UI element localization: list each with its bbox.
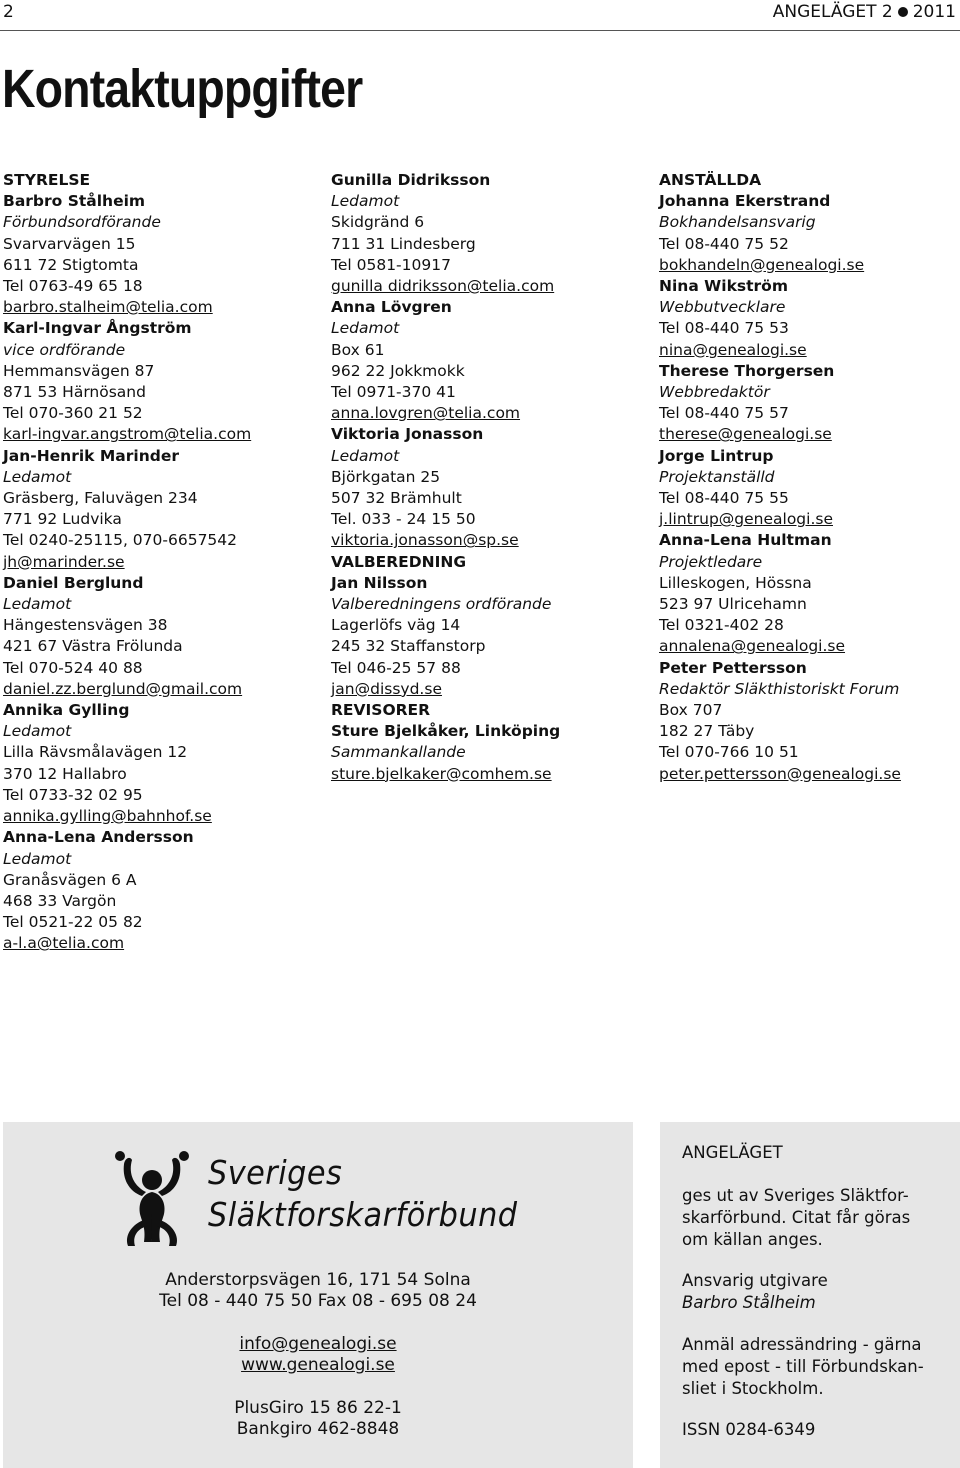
contact-role: Sammankallande bbox=[331, 743, 466, 762]
contact-name: Therese Thorgersen bbox=[659, 361, 835, 380]
contact-email-link[interactable]: annalena@genealogi.se bbox=[659, 637, 846, 656]
organization-logo-text bbox=[208, 1152, 544, 1236]
section-heading: ANSTÄLLDA bbox=[659, 171, 762, 189]
running-header bbox=[773, 2, 956, 22]
contact-detail: Box 61 bbox=[331, 340, 385, 359]
contact-detail: Tel. 033 - 24 15 50 bbox=[331, 510, 476, 529]
colophon-heading: ANGELÄGET bbox=[682, 1143, 783, 1162]
contact-detail: 962 22 Jokkmokk bbox=[331, 361, 465, 380]
contact-email-link[interactable]: gunilla didriksson@telia.com bbox=[331, 277, 555, 296]
contact-name: Gunilla Didriksson bbox=[331, 171, 491, 189]
contact-name: Jorge Lintrup bbox=[659, 446, 774, 465]
contact-name: Anna-Lena Hultman bbox=[659, 531, 832, 550]
contact-name: Daniel Berglund bbox=[3, 573, 144, 592]
contact-email-link[interactable]: anna.lovgren@telia.com bbox=[331, 404, 521, 423]
contact-name: Peter Pettersson bbox=[659, 658, 807, 677]
section-heading: VALBEREDNING bbox=[331, 552, 467, 571]
contact-email-link[interactable]: therese@genealogi.se bbox=[659, 425, 832, 444]
stick-figure-logo-icon bbox=[108, 1150, 196, 1250]
contact-detail: 182 27 Täby bbox=[659, 722, 755, 741]
organization-info-box bbox=[3, 1122, 633, 1468]
contact-detail: Tel 0581-10917 bbox=[331, 255, 451, 274]
logo-line-1: Sveriges bbox=[208, 1153, 343, 1192]
contact-role: Förbundsordförande bbox=[3, 213, 161, 232]
contact-role: vice ordförande bbox=[3, 340, 126, 359]
contact-role: Ledamot bbox=[3, 849, 72, 868]
page-number: 2 bbox=[3, 2, 14, 22]
contact-name: Karl-Ingvar Ångström bbox=[3, 319, 192, 338]
contact-role: Projektanställd bbox=[659, 467, 775, 486]
contact-detail: Björkgatan 25 bbox=[331, 467, 441, 486]
contact-email-link[interactable]: barbro.stalheim@telia.com bbox=[3, 298, 213, 317]
contact-role: Webbredaktör bbox=[659, 383, 770, 402]
contact-email-link[interactable]: daniel.zz.berglund@gmail.com bbox=[3, 679, 243, 698]
contact-detail: Tel 08-440 75 57 bbox=[659, 404, 789, 423]
contact-detail: 468 33 Vargön bbox=[3, 891, 117, 910]
contact-detail: Tel 0521-22 05 82 bbox=[3, 913, 143, 932]
contact-role: Projektledare bbox=[659, 552, 763, 571]
contact-email-link[interactable]: jh@marinder.se bbox=[3, 552, 125, 571]
contact-role: Ledamot bbox=[331, 446, 400, 465]
contact-detail: Lilleskogen, Hössna bbox=[659, 573, 812, 592]
contact-detail: Hemmansvägen 87 bbox=[3, 361, 155, 380]
contact-name: Jan-Henrik Marinder bbox=[3, 446, 180, 465]
logo-line-2: Släktforskarförbund bbox=[208, 1195, 518, 1234]
contact-detail: Gräsberg, Faluvägen 234 bbox=[3, 489, 198, 508]
contact-detail: 611 72 Stigtomta bbox=[3, 255, 139, 274]
contact-role: Ledamot bbox=[3, 467, 72, 486]
contact-detail: Tel 070-766 10 51 bbox=[659, 743, 799, 762]
contact-role: Ledamot bbox=[331, 192, 400, 211]
contact-name: Sture Bjelkåker, Linköping bbox=[331, 722, 561, 741]
contact-detail: 523 97 Ulricehamn bbox=[659, 595, 807, 614]
contact-email-link[interactable]: viktoria.jonasson@sp.se bbox=[331, 531, 519, 550]
contact-detail: Svarvarvägen 15 bbox=[3, 234, 136, 253]
contact-email-link[interactable]: bokhandeln@genealogi.se bbox=[659, 255, 865, 274]
colophon-text: skarförbund. Citat får göras bbox=[682, 1208, 911, 1227]
publication-name: ANGELÄGET 2 bbox=[772, 2, 893, 22]
contact-role: Ledamot bbox=[331, 319, 400, 338]
contact-name: Viktoria Jonasson bbox=[331, 425, 484, 444]
page-title: Kontaktuppgifter bbox=[2, 59, 363, 119]
contact-name: Nina Wikström bbox=[659, 277, 788, 296]
web-contact-block bbox=[3, 1334, 633, 1376]
contact-email-link[interactable]: j.lintrup@genealogi.se bbox=[659, 510, 833, 529]
contact-email-link[interactable]: karl-ingvar.angstrom@telia.com bbox=[3, 425, 252, 444]
contact-name: Barbro Stålheim bbox=[3, 192, 146, 211]
website-link[interactable]: www.genealogi.se bbox=[241, 1355, 395, 1375]
contact-name: Anna-Lena Andersson bbox=[3, 828, 194, 847]
bullet-dot-icon bbox=[898, 7, 908, 17]
publication-year: 2011 bbox=[912, 2, 956, 22]
bankgiro: Bankgiro 462-8848 bbox=[236, 1419, 400, 1439]
contact-detail: Box 707 bbox=[659, 701, 723, 720]
contact-detail: Tel 0240-25115, 070-6657542 bbox=[3, 531, 238, 550]
contact-detail: Tel 08-440 75 53 bbox=[659, 319, 789, 338]
contact-detail: Tel 070-524 40 88 bbox=[3, 658, 143, 677]
contact-detail: 771 92 Ludvika bbox=[3, 510, 122, 529]
address-change-note: med epost - till Förbundskan- bbox=[682, 1357, 924, 1376]
colophon-text: ges ut av Sveriges Släktfor- bbox=[682, 1186, 909, 1205]
contact-email-link[interactable]: sture.bjelkaker@comhem.se bbox=[331, 764, 552, 783]
colophon-box bbox=[660, 1122, 960, 1468]
contact-column-1 bbox=[3, 170, 313, 955]
phone-fax: Tel 08 - 440 75 50 Fax 08 - 695 08 24 bbox=[159, 1291, 477, 1311]
publisher-name: Barbro Stålheim bbox=[682, 1293, 816, 1312]
section-heading: REVISORER bbox=[331, 701, 431, 720]
contact-detail: Tel 0971-370 41 bbox=[331, 383, 456, 402]
issn: ISSN 0284-6349 bbox=[682, 1420, 816, 1439]
contact-role: Ledamot bbox=[3, 595, 72, 614]
contact-detail: Lilla Rävsmålavägen 12 bbox=[3, 743, 188, 762]
contact-email-link[interactable]: jan@dissyd.se bbox=[331, 679, 442, 698]
payment-info-block bbox=[3, 1398, 633, 1440]
contact-detail: Tel 046-25 57 88 bbox=[331, 658, 461, 677]
contact-detail: Tel 08-440 75 55 bbox=[659, 489, 789, 508]
contact-detail: Tel 0321-402 28 bbox=[659, 616, 784, 635]
publisher-label: Ansvarig utgivare bbox=[682, 1271, 828, 1290]
contact-detail: 421 67 Västra Frölunda bbox=[3, 637, 183, 656]
contact-role: Ledamot bbox=[3, 722, 72, 741]
contact-role: Redaktör Släkthistoriskt Forum bbox=[659, 679, 900, 698]
contact-detail: 370 12 Hallabro bbox=[3, 764, 127, 783]
contact-role: Valberedningens ordförande bbox=[331, 595, 552, 614]
contact-detail: 711 31 Lindesberg bbox=[331, 234, 476, 253]
contact-name: Johanna Ekerstrand bbox=[659, 192, 831, 211]
contact-detail: 507 32 Brämhult bbox=[331, 489, 462, 508]
address-change-note: Anmäl adressändring - gärna bbox=[682, 1335, 922, 1354]
contact-detail: Tel 0733-32 02 95 bbox=[3, 785, 143, 804]
postal-address-block bbox=[3, 1270, 633, 1312]
contact-column-2 bbox=[331, 170, 641, 785]
postal-address: Anderstorpsvägen 16, 171 54 Solna bbox=[165, 1270, 471, 1290]
contact-name: Annika Gylling bbox=[3, 701, 130, 720]
header-divider bbox=[0, 30, 960, 31]
section-heading: STYRELSE bbox=[3, 171, 91, 189]
plusgiro: PlusGiro 15 86 22-1 bbox=[234, 1398, 402, 1418]
address-change-note: sliet i Stockholm. bbox=[682, 1379, 824, 1398]
contact-name: Anna Lövgren bbox=[331, 298, 452, 317]
contact-detail: Skidgränd 6 bbox=[331, 213, 425, 232]
contact-detail: Granåsvägen 6 A bbox=[3, 870, 137, 889]
contact-email-link[interactable]: peter.pettersson@genealogi.se bbox=[659, 764, 901, 783]
contact-detail: 245 32 Staffanstorp bbox=[331, 637, 486, 656]
contact-detail: Tel 070-360 21 52 bbox=[3, 404, 143, 423]
contact-detail: Hängestensvägen 38 bbox=[3, 616, 168, 635]
contact-detail: 871 53 Härnösand bbox=[3, 383, 146, 402]
contact-name: Jan Nilsson bbox=[331, 573, 428, 592]
contact-email-link[interactable]: annika.gylling@bahnhof.se bbox=[3, 807, 212, 826]
contact-email-link[interactable]: a-l.a@telia.com bbox=[3, 934, 125, 953]
contact-role: Webbutvecklare bbox=[659, 298, 786, 317]
contact-role: Bokhandelsansvarig bbox=[659, 213, 816, 232]
contact-email-link[interactable]: info@genealogi.se bbox=[239, 1334, 397, 1354]
colophon-text: om källan anges. bbox=[682, 1230, 823, 1249]
contact-email-link[interactable]: nina@genealogi.se bbox=[659, 340, 807, 359]
contact-detail: Tel 08-440 75 52 bbox=[659, 234, 789, 253]
contact-detail: Lagerlöfs väg 14 bbox=[331, 616, 461, 635]
contact-detail: Tel 0763-49 65 18 bbox=[3, 277, 143, 296]
contact-column-3 bbox=[659, 170, 959, 785]
